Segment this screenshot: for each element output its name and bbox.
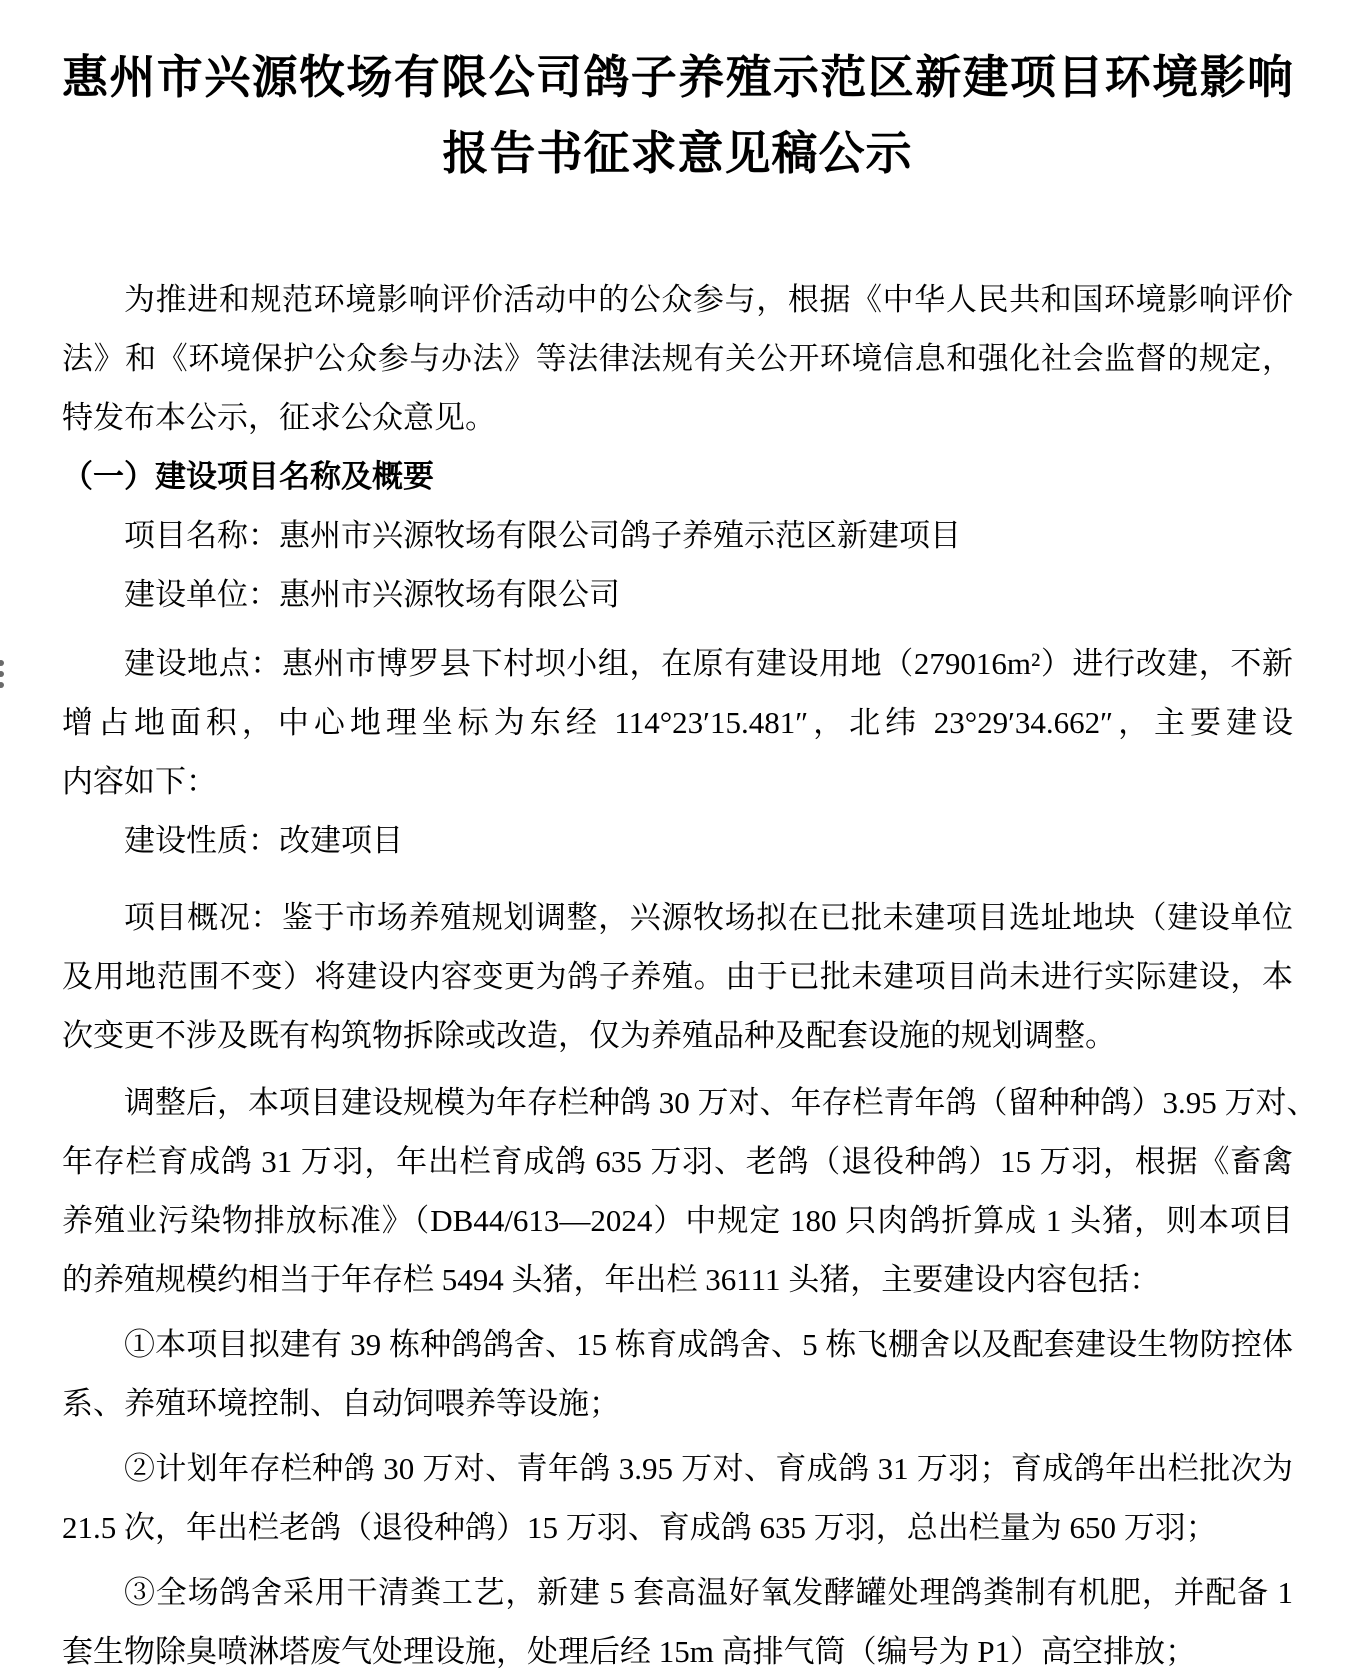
text-line: 调整后，本项目建设规模为年存栏种鸽 30 万对、年存栏青年鸽（留种种鸽）3.95 万对、: [124, 1085, 1318, 1120]
text-line: ②计划年存栏种鸽 30 万对、青年鸽 3.95 万对、育成鸽 31 万羽；育成鸽年出栏批次为: [124, 1451, 1293, 1486]
text-line: 及用地范围不变）将建设内容变更为鸽子养殖。由于已批未建项目尚未进行实际建设，本: [62, 959, 1293, 994]
dot: [0, 671, 4, 677]
text-line: 为推进和规范环境影响评价活动中的公众参与，根据《中华人民共和国环境影响评价: [124, 282, 1293, 317]
paragraph-project-name: [62, 506, 1293, 565]
text-line: 建设地点：惠州市博罗县下村坝小组，在原有建设用地（279016m²）进行改建，不新: [124, 646, 1293, 681]
document-title-line2: 报告书征求意见稿公示: [442, 128, 913, 179]
text-line: 系、养殖环境控制、自动饲喂养等设施；: [62, 1386, 620, 1421]
text-line: 年存栏育成鸽 31 万羽，年出栏育成鸽 635 万羽、老鸽（退役种鸽）15 万羽，根据《畜禽: [62, 1144, 1293, 1179]
text-line: 建设单位：惠州市兴源牧场有限公司: [124, 577, 620, 612]
text-line: 的养殖规模约相当于年存栏 5494 头猪，年出栏 36111 头猪，主要建设内容包括：: [62, 1262, 1161, 1297]
text-line: 特发布本公示，征求公众意见。: [62, 400, 496, 435]
text-line: 建设性质：改建项目: [124, 823, 403, 858]
dot: [0, 660, 4, 666]
paragraph-project-overview: [62, 888, 1293, 1065]
text-line: 套生物除臭喷淋塔废气处理设施，处理后经 15m 高排气筒（编号为 P1）高空排放；: [62, 1634, 1197, 1669]
text-line: 养殖业污染物排放标准》（DB44/613—2024）中规定 180 只肉鸽折算成 1 头猪，则本项目: [62, 1203, 1293, 1238]
text-line: 法》和《环境保护公众参与办法》等法律法规有关公开环境信息和强化社会监督的规定，: [62, 341, 1293, 376]
paragraph-item-2: [62, 1439, 1293, 1557]
text-line: 内容如下：: [62, 764, 217, 799]
paragraph-construction-nature: [62, 811, 1293, 870]
text-line: 项目概况：鉴于市场养殖规划调整，兴源牧场拟在已批未建项目选址地块（建设单位: [124, 900, 1293, 935]
document-body: [62, 270, 1318, 1674]
text-line: 项目名称：惠州市兴源牧场有限公司鸽子养殖示范区新建项目: [124, 518, 961, 553]
document-title: [62, 40, 1293, 192]
document-title-line1: 惠州市兴源牧场有限公司鸽子养殖示范区新建项目环境影响: [62, 52, 1293, 103]
document-content: [0, 40, 1355, 1674]
paragraph-adjusted-scale: [62, 1073, 1318, 1309]
paragraph-construction-site: [62, 634, 1293, 811]
text-line: （一）建设项目名称及概要: [62, 459, 434, 494]
text-line: 21.5 次，年出栏老鸽（退役种鸽）15 万羽、育成鸽 635 万羽，总出栏量为 650 万羽；: [62, 1510, 1217, 1545]
paragraph-item-1: [62, 1315, 1293, 1433]
paragraph-section-1-heading: [62, 447, 1293, 506]
text-line: 增占地面积，中心地理坐标为东经 114°23′15.481″，北纬 23°29′34.662″，主要建设: [62, 705, 1293, 740]
text-line: 次变更不涉及既有构筑物拆除或改造，仅为养殖品种及配套设施的规划调整。: [62, 1018, 1116, 1053]
paragraph-intro: [62, 270, 1293, 447]
text-line: ③全场鸽舍采用干清粪工艺，新建 5 套高温好氧发酵罐处理鸽粪制有机肥，并配备 1: [124, 1575, 1293, 1610]
dot: [0, 682, 4, 688]
vertical-dots-icon[interactable]: [0, 660, 10, 688]
paragraph-construction-unit: [62, 565, 1293, 624]
text-line: ①本项目拟建有 39 栋种鸽鸽舍、15 栋育成鸽舍、5 栋飞棚舍以及配套建设生物防控体: [124, 1327, 1293, 1362]
paragraph-item-3: [62, 1563, 1293, 1674]
